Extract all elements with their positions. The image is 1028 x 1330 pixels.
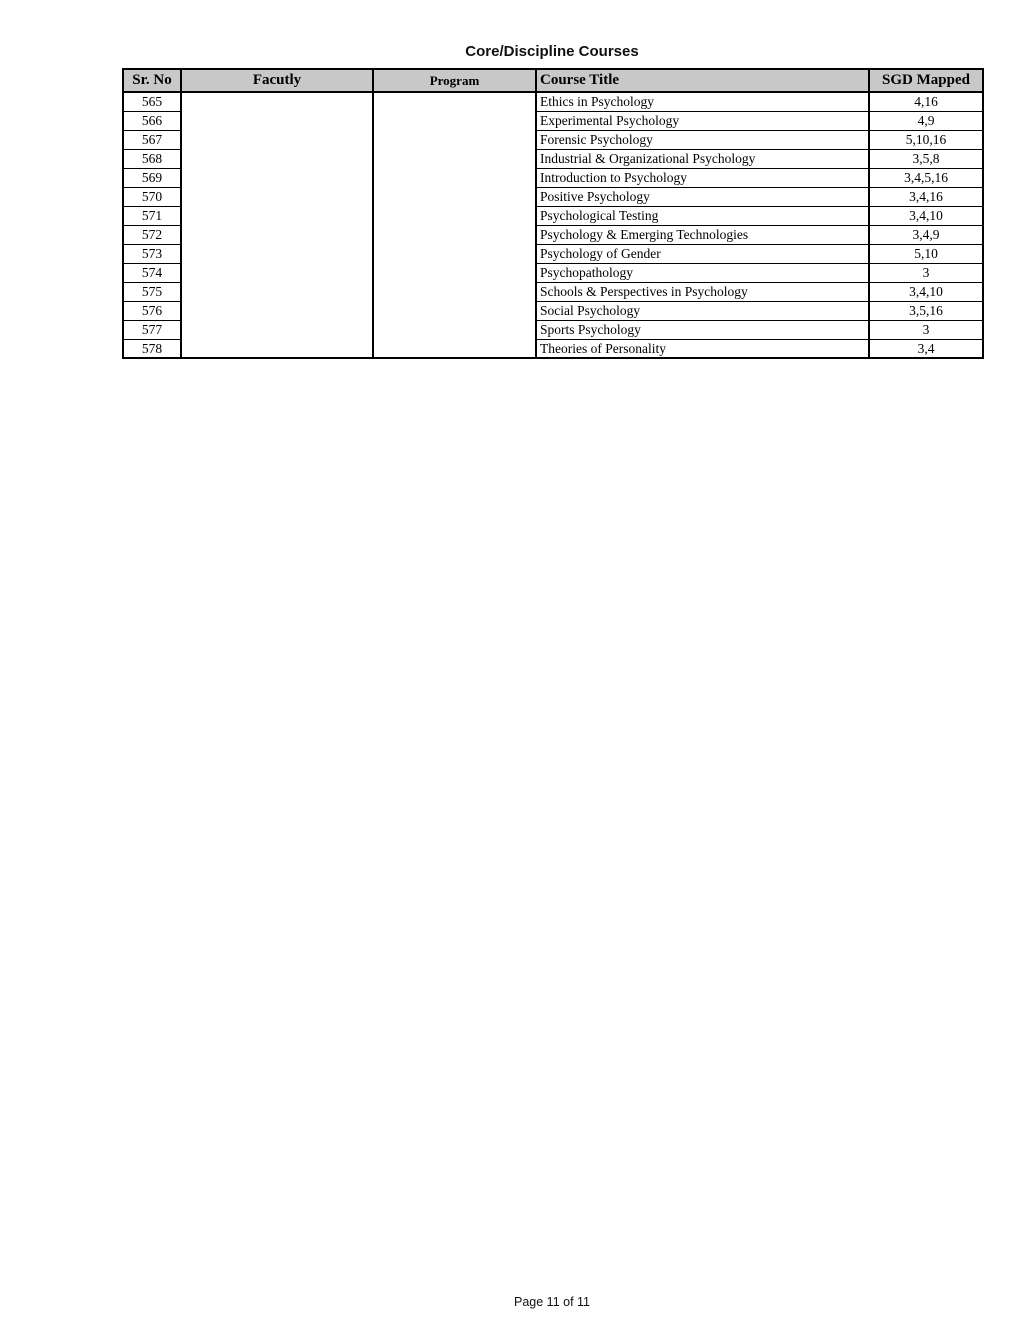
course-title-cell: Psychopathology [536, 263, 869, 282]
program-merged-cell [373, 92, 536, 358]
course-title-cell: Psychology & Emerging Technologies [536, 225, 869, 244]
table-header [123, 69, 983, 92]
course-title-cell: Ethics in Psychology [536, 92, 869, 111]
course-title-cell: Experimental Psychology [536, 111, 869, 130]
course-title-cell: Sports Psychology [536, 320, 869, 339]
sgd-mapped-cell: 3 [869, 320, 983, 339]
sgd-mapped-cell: 3 [869, 263, 983, 282]
courses-table [122, 68, 984, 359]
sgd-mapped-cell: 3,4,9 [869, 225, 983, 244]
header-program: Program [373, 69, 536, 92]
course-title-cell: Psychology of Gender [536, 244, 869, 263]
table-row [123, 92, 983, 111]
sr-no-cell: 576 [123, 301, 181, 320]
header-sr-no: Sr. No [123, 69, 181, 92]
course-title-cell: Psychological Testing [536, 206, 869, 225]
sr-no-cell: 569 [123, 168, 181, 187]
sgd-mapped-cell: 3,5,16 [869, 301, 983, 320]
sr-no-cell: 567 [123, 130, 181, 149]
course-title-cell: Forensic Psychology [536, 130, 869, 149]
sr-no-cell: 566 [123, 111, 181, 130]
sgd-mapped-cell: 4,16 [869, 92, 983, 111]
sr-no-cell: 568 [123, 149, 181, 168]
table-body [123, 92, 983, 358]
page-number: Page 11 of 11 [514, 1295, 590, 1309]
sgd-mapped-cell: 3,5,8 [869, 149, 983, 168]
sr-no-cell: 573 [123, 244, 181, 263]
course-title-cell: Schools & Perspectives in Psychology [536, 282, 869, 301]
sr-no-cell: 570 [123, 187, 181, 206]
sr-no-cell: 578 [123, 339, 181, 358]
sgd-mapped-cell: 3,4 [869, 339, 983, 358]
sgd-mapped-cell: 3,4,5,16 [869, 168, 983, 187]
header-faculty: Facutly [181, 69, 373, 92]
course-title-cell: Introduction to Psychology [536, 168, 869, 187]
header-course-title: Course Title [536, 69, 869, 92]
sgd-mapped-cell: 3,4,10 [869, 282, 983, 301]
sr-no-cell: 572 [123, 225, 181, 244]
sgd-mapped-cell: 4,9 [869, 111, 983, 130]
sr-no-cell: 575 [123, 282, 181, 301]
sr-no-cell: 574 [123, 263, 181, 282]
sgd-mapped-cell: 3,4,16 [869, 187, 983, 206]
course-title-cell: Theories of Personality [536, 339, 869, 358]
header-sgd-mapped: SGD Mapped [869, 69, 983, 92]
document-content [122, 0, 982, 359]
course-title-cell: Positive Psychology [536, 187, 869, 206]
page-title: Core/Discipline Courses [465, 43, 639, 60]
table-header-row [123, 69, 983, 92]
course-title-cell: Industrial & Organizational Psychology [536, 149, 869, 168]
sr-no-cell: 571 [123, 206, 181, 225]
sr-no-cell: 577 [123, 320, 181, 339]
faculty-merged-cell [181, 92, 373, 358]
sgd-mapped-cell: 3,4,10 [869, 206, 983, 225]
sr-no-cell: 565 [123, 92, 181, 111]
course-title-cell: Social Psychology [536, 301, 869, 320]
sgd-mapped-cell: 5,10,16 [869, 130, 983, 149]
sgd-mapped-cell: 5,10 [869, 244, 983, 263]
